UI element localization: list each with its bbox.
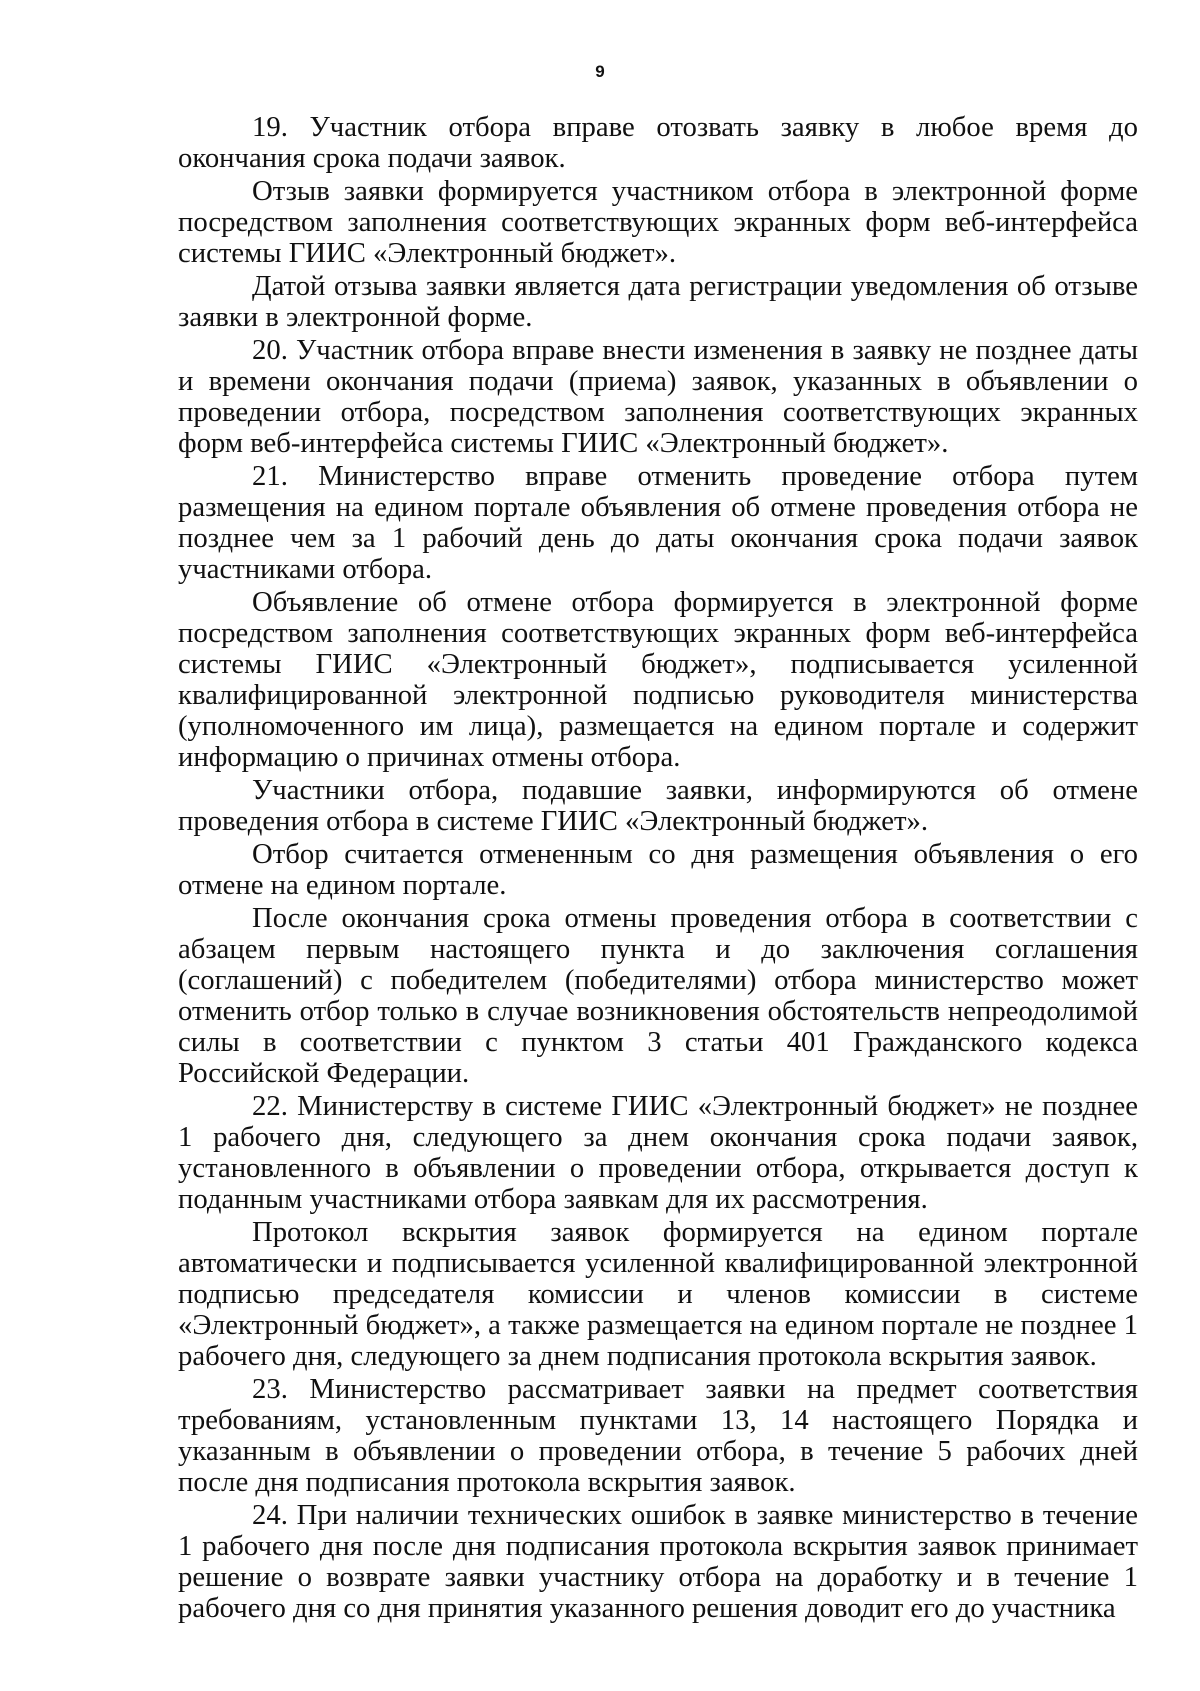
paragraph: Объявление об отмене отбора формируется в электронной форме посредством заполнения соответствующих экранных форм веб-интерфейса системы ГИИС «Электронный бюджет», подписывается усиленной квалифицированной электронной подписью руководителя министерства (уполномоченного им лица), размещается на едином портале и содержит информацию о причинах отмены отбора. bbox=[178, 586, 1138, 773]
paragraph: 23. Министерство рассматривает заявки на предмет соответствия требованиям, установленным пунктами 13, 14 настоящего Порядка и указанным в объявлении о проведении отбора, в течение 5 рабочих дней после дня подписания протокола вскрытия заявок. bbox=[178, 1373, 1138, 1498]
paragraph: Участники отбора, подавшие заявки, информируются об отмене проведения отбора в системе ГИИС «Электронный бюджет». bbox=[178, 774, 1138, 837]
paragraph: 19. Участник отбора вправе отозвать заявку в любое время до окончания срока подачи заявок. bbox=[178, 111, 1138, 174]
paragraph: 21. Министерство вправе отменить проведение отбора путем размещения на едином портале объявления об отмене проведения отбора не позднее чем за 1 рабочий день до даты окончания срока подачи заявок участниками отбора. bbox=[178, 460, 1138, 585]
paragraph: 24. При наличии технических ошибок в заявке министерство в течение 1 рабочего дня после дня подписания протокола вскрытия заявок принимает решение о возврате заявки участнику отбора на доработку и в течение 1 рабочего дня со дня принятия указанного решения доводит его до участника bbox=[178, 1499, 1138, 1624]
paragraph: Отзыв заявки формируется участником отбора в электронной форме посредством заполнения соответствующих экранных форм веб-интерфейса системы ГИИС «Электронный бюджет». bbox=[178, 175, 1138, 269]
page-number: 9 bbox=[595, 62, 605, 81]
paragraph: Отбор считается отмененным со дня размещения объявления о его отмене на едином портале. bbox=[178, 838, 1138, 901]
paragraph: 20. Участник отбора вправе внести изменения в заявку не позднее даты и времени окончания подачи (приема) заявок, указанных в объявлении о проведении отбора, посредством заполнения соответствующих экранных форм веб-интерфейса системы ГИИС «Электронный бюджет». bbox=[178, 334, 1138, 459]
paragraph: 22. Министерству в системе ГИИС «Электронный бюджет» не позднее 1 рабочего дня, следующего за днем окончания срока подачи заявок, установленного в объявлении о проведении отбора, открывается доступ к поданным участниками отбора заявкам для их рассмотрения. bbox=[178, 1090, 1138, 1215]
paragraph: Датой отзыва заявки является дата регистрации уведомления об отзыве заявки в электронной форме. bbox=[178, 270, 1138, 333]
document-body bbox=[178, 112, 1138, 1626]
paragraph: Протокол вскрытия заявок формируется на едином портале автоматически и подписывается усиленной квалифицированной электронной подписью председателя комиссии и членов комиссии в системе «Электронный бюджет», а также размещается на едином портале не позднее 1 рабочего дня, следующего за днем подписания протокола вскрытия заявок. bbox=[178, 1216, 1138, 1372]
paragraph: После окончания срока отмены проведения отбора в соответствии с абзацем первым настоящего пункта и до заключения соглашения (соглашений) с победителем (победителями) отбора министерство может отменить отбор только в случае возникновения обстоятельств непреодолимой силы в соответствии с пунктом 3 статьи 401 Гражданского кодекса Российской Федерации. bbox=[178, 902, 1138, 1089]
